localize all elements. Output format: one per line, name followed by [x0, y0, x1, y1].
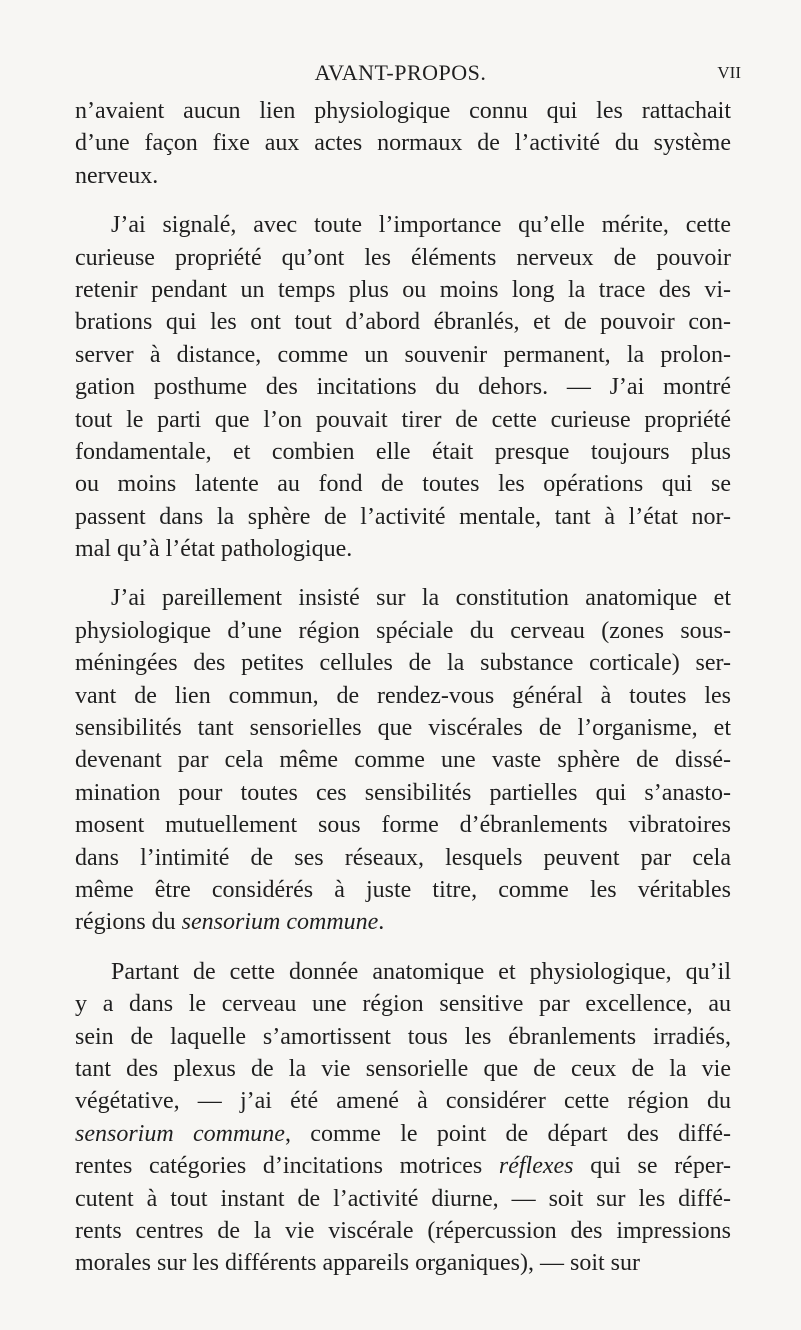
- text-run: Partant de cette donnée anatomique et physiologique, qu’il: [111, 958, 731, 985]
- text-run: y a dans le cerveau une région sensitive par excellence, au: [75, 991, 731, 1018]
- text-run: d’une façon fixe aux actes normaux de l’activité du système: [75, 130, 731, 157]
- text-run: cutent à tout instant de l’activité diurne, — soit sur les diffé-: [75, 1185, 731, 1212]
- text-run: curieuse propriété qu’ont les éléments nerveux de pouvoir: [75, 244, 731, 271]
- text-run: végétative, — j’ai été amené à considérer cette région du: [75, 1088, 731, 1115]
- body-text: [75, 95, 731, 1280]
- text-line: [75, 339, 731, 371]
- text-line: [75, 306, 731, 338]
- text-line: [75, 615, 731, 647]
- text-line: [75, 956, 731, 988]
- text-line: [75, 127, 731, 159]
- text-run: passent dans la sphère de l’activité mentale, tant à l’état nor-: [75, 503, 731, 530]
- text-run: sein de laquelle s’amortissent tous les ébranlements irradiés,: [75, 1023, 731, 1050]
- text-run: mal qu’à l’état pathologique.: [75, 536, 353, 563]
- text-run: brations qui les ont tout d’abord ébranlés, et de pouvoir con-: [75, 309, 731, 336]
- text-run: vant de lien commun, de rendez-vous général à toutes les: [75, 682, 731, 709]
- text-run: nerveux.: [75, 162, 159, 189]
- paragraph: [75, 95, 731, 192]
- text-line: [75, 712, 731, 744]
- text-run: mosent mutuellement sous forme d’ébranlements vibratoires: [75, 812, 731, 839]
- text-line: [75, 647, 731, 679]
- text-run: dans l’intimité de ses réseaux, lesquels peuvent par cela: [75, 844, 731, 871]
- text-run: retenir pendant un temps plus ou moins long la trace des vi-: [75, 276, 731, 303]
- text-run: régions du: [75, 909, 182, 936]
- paragraph-gap: [75, 565, 731, 582]
- text-line: [75, 1085, 731, 1117]
- text-line: [75, 842, 731, 874]
- text-line: [75, 404, 731, 436]
- text-line: [75, 874, 731, 906]
- italic-term: sensorium commune: [75, 1120, 285, 1147]
- text-line: [75, 274, 731, 306]
- text-run: tant des plexus de la vie sensorielle que de ceux de la vie: [75, 1055, 731, 1082]
- text-run: méningées des petites cellules de la substance corticale) ser-: [75, 650, 731, 677]
- italic-term: réflexes: [498, 1153, 574, 1180]
- text-run: ou moins latente au fond de toutes les opérations qui se: [75, 471, 731, 498]
- text-run: fondamentale, et combien elle était presque toujours plus: [75, 438, 731, 465]
- page-number: VII: [717, 63, 741, 82]
- text-line: [75, 1215, 731, 1247]
- paragraph-gap: [75, 192, 731, 209]
- text-line: [75, 1021, 731, 1053]
- text-run: même être considérés à juste titre, comme les véritables: [75, 876, 731, 903]
- text-line: [75, 436, 731, 468]
- text-run: J’ai pareillement insisté sur la constitution anatomique et: [111, 585, 731, 612]
- running-head: AVANT-PROPOS.: [314, 60, 487, 85]
- text-run: qui se réper-: [573, 1153, 731, 1180]
- text-line: [75, 906, 731, 938]
- text-run: sensibilités tant sensorielles que viscérales de l’organisme, et: [75, 715, 731, 742]
- text-line: [75, 988, 731, 1020]
- text-run: gation posthume des incitations du dehors. — J’ai montré: [75, 374, 731, 401]
- text-line: [75, 371, 731, 403]
- text-line: [75, 1118, 731, 1150]
- text-run: n’avaient aucun lien physiologique connu qui les rattachait: [75, 98, 731, 124]
- page-header: [0, 58, 801, 88]
- text-run: server à distance, comme un souvenir permanent, la prolon-: [75, 341, 731, 368]
- text-line: [75, 809, 731, 841]
- italic-term: sensorium commune: [181, 909, 379, 936]
- text-line: [75, 744, 731, 776]
- text-run: J’ai signalé, avec toute l’importance qu’elle mérite, cette: [111, 212, 731, 239]
- text-line: [75, 95, 731, 127]
- text-run: , comme le point de départ des diffé-: [284, 1120, 731, 1147]
- text-line: [75, 680, 731, 712]
- text-line: [75, 468, 731, 500]
- paragraph: [75, 209, 731, 565]
- text-line: [75, 582, 731, 614]
- paragraph: [75, 582, 731, 938]
- text-run: physiologique d’une région spéciale du cerveau (zones sous-: [75, 617, 731, 644]
- text-line: [75, 501, 731, 533]
- text-line: [75, 533, 731, 565]
- text-line: [75, 1247, 731, 1279]
- text-run: rents centres de la vie viscérale (répercussion des impressions: [75, 1217, 731, 1244]
- text-line: [75, 160, 731, 192]
- text-run: rentes catégories d’incitations motrices: [75, 1153, 499, 1180]
- text-line: [75, 1150, 731, 1182]
- text-run: mination pour toutes ces sensibilités partielles qui s’anasto-: [75, 779, 731, 806]
- text-run: devenant par cela même comme une vaste sphère de dissé-: [75, 747, 731, 774]
- paragraph: [75, 956, 731, 1280]
- text-run: tout le parti que l’on pouvait tirer de cette curieuse propriété: [75, 406, 731, 433]
- text-line: [75, 1053, 731, 1085]
- text-line: [75, 209, 731, 241]
- text-line: [75, 777, 731, 809]
- text-run: morales sur les différents appareils organiques), — soit sur: [75, 1250, 640, 1277]
- paragraph-gap: [75, 939, 731, 956]
- text-line: [75, 242, 731, 274]
- text-line: [75, 1183, 731, 1215]
- text-run: .: [378, 909, 385, 936]
